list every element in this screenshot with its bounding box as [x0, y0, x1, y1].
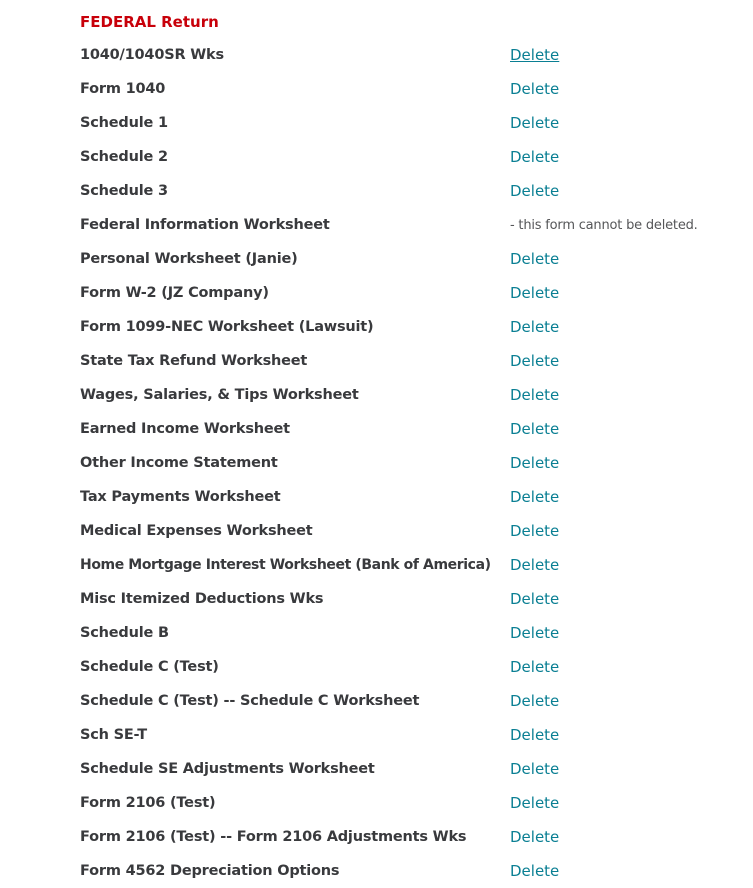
form-row — [0, 650, 753, 684]
form-row — [0, 106, 753, 140]
form-row — [0, 752, 753, 786]
form-row — [0, 242, 753, 276]
form-name: Schedule B — [80, 625, 169, 641]
form-row — [0, 174, 753, 208]
form-name: Form 1040 — [80, 81, 166, 97]
delete-link[interactable]: Delete — [510, 488, 560, 506]
form-name: Medical Expenses Worksheet — [80, 523, 313, 539]
form-name: Personal Worksheet (Janie) — [80, 251, 298, 267]
delete-link[interactable]: Delete — [510, 556, 560, 574]
form-row — [0, 140, 753, 174]
delete-link[interactable]: Delete — [510, 522, 560, 540]
form-row — [0, 446, 753, 480]
form-row — [0, 412, 753, 446]
form-row — [0, 378, 753, 412]
form-row — [0, 854, 753, 888]
form-name: Form 4562 Depreciation Options — [80, 863, 340, 879]
form-row — [0, 718, 753, 752]
form-row — [0, 684, 753, 718]
delete-link[interactable]: Delete — [510, 726, 560, 744]
form-row — [0, 480, 753, 514]
form-row — [0, 616, 753, 650]
form-name: Wages, Salaries, & Tips Worksheet — [80, 387, 359, 403]
form-name: Schedule 3 — [80, 183, 168, 199]
delete-link[interactable]: Delete — [510, 828, 560, 846]
form-name: State Tax Refund Worksheet — [80, 353, 308, 369]
form-row — [0, 548, 753, 582]
delete-link[interactable]: Delete — [510, 182, 560, 200]
form-name: Schedule 2 — [80, 149, 168, 165]
delete-link[interactable]: Delete — [510, 862, 560, 880]
form-name: Earned Income Worksheet — [80, 421, 290, 437]
delete-link[interactable]: Delete — [510, 658, 560, 676]
delete-link[interactable]: Delete — [510, 352, 560, 370]
form-name: Tax Payments Worksheet — [80, 489, 281, 505]
delete-link[interactable]: Delete — [510, 318, 560, 336]
delete-link[interactable]: Delete — [510, 760, 560, 778]
form-list — [0, 38, 753, 888]
form-name: Form 1099-NEC Worksheet (Lawsuit) — [80, 319, 374, 335]
delete-link[interactable]: Delete — [510, 114, 560, 132]
form-row — [0, 820, 753, 854]
form-name: Form 2106 (Test) -- Form 2106 Adjustments Wks — [80, 829, 467, 845]
delete-link[interactable]: Delete — [510, 46, 560, 64]
form-name: Sch SE-T — [80, 727, 147, 743]
form-row — [0, 208, 753, 242]
form-row — [0, 514, 753, 548]
form-row — [0, 72, 753, 106]
form-name: Form W-2 (JZ Company) — [80, 285, 269, 301]
form-row — [0, 310, 753, 344]
section-title: FEDERAL Return — [80, 13, 219, 31]
form-row — [0, 786, 753, 820]
form-name: Schedule C (Test) -- Schedule C Worksheet — [80, 693, 420, 709]
form-row — [0, 582, 753, 616]
form-name: Federal Information Worksheet — [80, 217, 330, 233]
delete-link[interactable]: Delete — [510, 250, 560, 268]
delete-link[interactable]: Delete — [510, 692, 560, 710]
form-name: Form 2106 (Test) — [80, 795, 216, 811]
form-name: Misc Itemized Deductions Wks — [80, 591, 324, 607]
form-name: Home Mortgage Interest Worksheet (Bank of America) — [80, 557, 491, 573]
form-name: Schedule 1 — [80, 115, 168, 131]
delete-link[interactable]: Delete — [510, 794, 560, 812]
form-name: 1040/1040SR Wks — [80, 47, 224, 63]
form-name: Other Income Statement — [80, 455, 278, 471]
cannot-delete-note: - this form cannot be deleted. — [510, 218, 698, 233]
delete-link[interactable]: Delete — [510, 284, 560, 302]
delete-link[interactable]: Delete — [510, 624, 560, 642]
form-row — [0, 344, 753, 378]
delete-link[interactable]: Delete — [510, 386, 560, 404]
form-row — [0, 276, 753, 310]
delete-link[interactable]: Delete — [510, 80, 560, 98]
delete-link[interactable]: Delete — [510, 590, 560, 608]
delete-link[interactable]: Delete — [510, 420, 560, 438]
form-name: Schedule C (Test) — [80, 659, 219, 675]
form-name: Schedule SE Adjustments Worksheet — [80, 761, 375, 777]
form-row — [0, 38, 753, 72]
delete-link[interactable]: Delete — [510, 454, 560, 472]
delete-link[interactable]: Delete — [510, 148, 560, 166]
